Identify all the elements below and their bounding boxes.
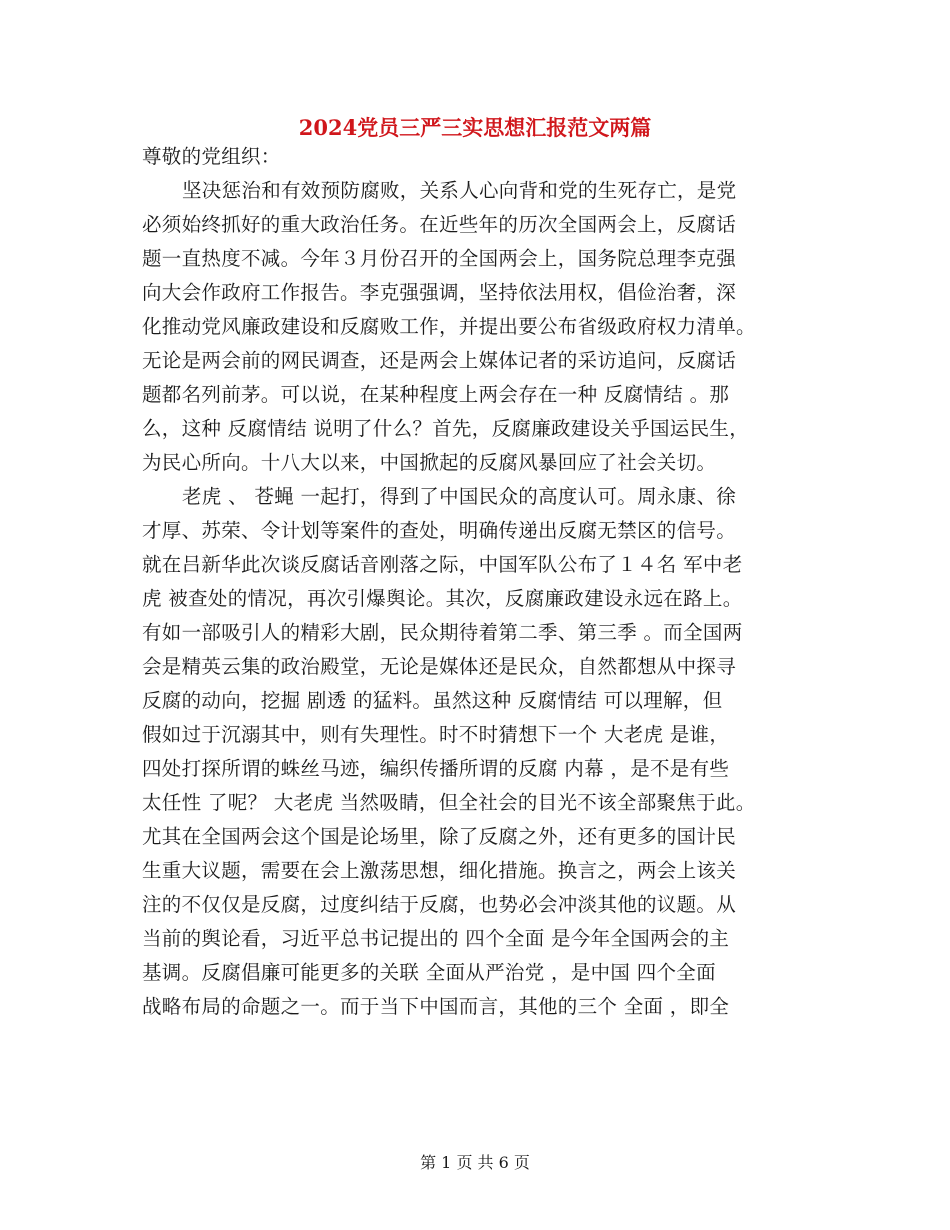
- paragraph-line: 当前的舆论看，习近平总书记提出的 四个全面 是今年全国两会的主: [142, 927, 730, 950]
- paragraph-line: 无论是两会前的网民调查，还是两会上媒体记者的采访追问，反腐话: [142, 349, 737, 372]
- paragraph-line: 太任性 了呢？ 大老虎 当然吸睛，但全社会的目光不该全部聚焦于此。: [142, 791, 756, 814]
- paragraph-line: 战略布局的命题之一。而于当下中国而言，其他的三个 全面 ，即全: [142, 995, 730, 1018]
- salutation-line: 尊敬的党组织：: [142, 145, 281, 168]
- paragraph-line: 生重大议题，需要在会上激荡思想，细化措施。换言之，两会上该关: [142, 859, 737, 882]
- page-title: 2024党员三严三实思想汇报范文两篇: [298, 115, 652, 140]
- paragraph-line: 坚决惩治和有效预防腐败，关系人心向背和党的生死存亡，是党: [182, 179, 737, 202]
- paragraph-line: 为民心所向。十八大以来，中国掀起的反腐风暴回应了社会关切。: [142, 451, 717, 474]
- paragraph-line: 老虎 、 苍蝇 一起打，得到了中国民众的高度认可。周永康、徐: [182, 485, 737, 508]
- paragraph-line: 就在吕新华此次谈反腐话音刚落之际，中国军队公布了１４名 军中老: [142, 553, 743, 576]
- paragraph-line: 尤其在全国两会这个国是论场里，除了反腐之外，还有更多的国计民: [142, 825, 737, 848]
- paragraph-line: 基调。反腐倡廉可能更多的关联 全面从严治党 ，是中国 四个全面: [142, 961, 716, 984]
- paragraph-line: 题一直热度不减。今年３月份召开的全国两会上，国务院总理李克强: [142, 247, 737, 270]
- paragraph-line: 会是精英云集的政治殿堂，无论是媒体还是民众，自然都想从中探寻: [142, 655, 737, 678]
- document-body: [142, 140, 822, 1024]
- paragraph-line: 反腐的动向，挖掘 剧透 的猛料。虽然这种 反腐情结 可以理解，但: [142, 689, 723, 712]
- paragraph-line: 虎 被查处的情况，再次引爆舆论。其次，反腐廉政建设永远在路上。: [142, 587, 743, 610]
- paragraph-line: 注的不仅仅是反腐，过度纠结于反腐，也势必会冲淡其他的议题。从: [142, 893, 737, 916]
- page-number-footer: 第 1 页 共 6 页: [420, 1153, 530, 1172]
- paragraph-line: 么，这种 反腐情结 说明了什么？首先，反腐廉政建设关乎国运民生，: [142, 417, 749, 440]
- paragraph-line: 必须始终抓好的重大政治任务。在近些年的历次全国两会上，反腐话: [142, 213, 737, 236]
- paragraph-line: 四处打探所谓的蛛丝马迹，编织传播所谓的反腐 内幕 ，是不是有些: [142, 757, 730, 780]
- paragraph-line: 题都名列前茅。可以说，在某种程度上两会存在一种 反腐情结 。那: [142, 383, 730, 406]
- paragraph-line: 有如一部吸引人的精彩大剧，民众期待着第二季、第三季 。而全国两: [142, 621, 743, 644]
- paragraph-line: 向大会作政府工作报告。李克强强调，坚持依法用权，倡俭治奢，深: [142, 281, 737, 304]
- paragraph-line: 才厚、苏荣、令计划等案件的查处，明确传递出反腐无禁区的信号。: [142, 519, 737, 542]
- paragraph-line: 化推动党风廉政建设和反腐败工作，并提出要公布省级政府权力清单。: [142, 315, 756, 338]
- paragraph-line: 假如过于沉溺其中，则有失理性。时不时猜想下一个 大老虎 是谁，: [142, 723, 730, 746]
